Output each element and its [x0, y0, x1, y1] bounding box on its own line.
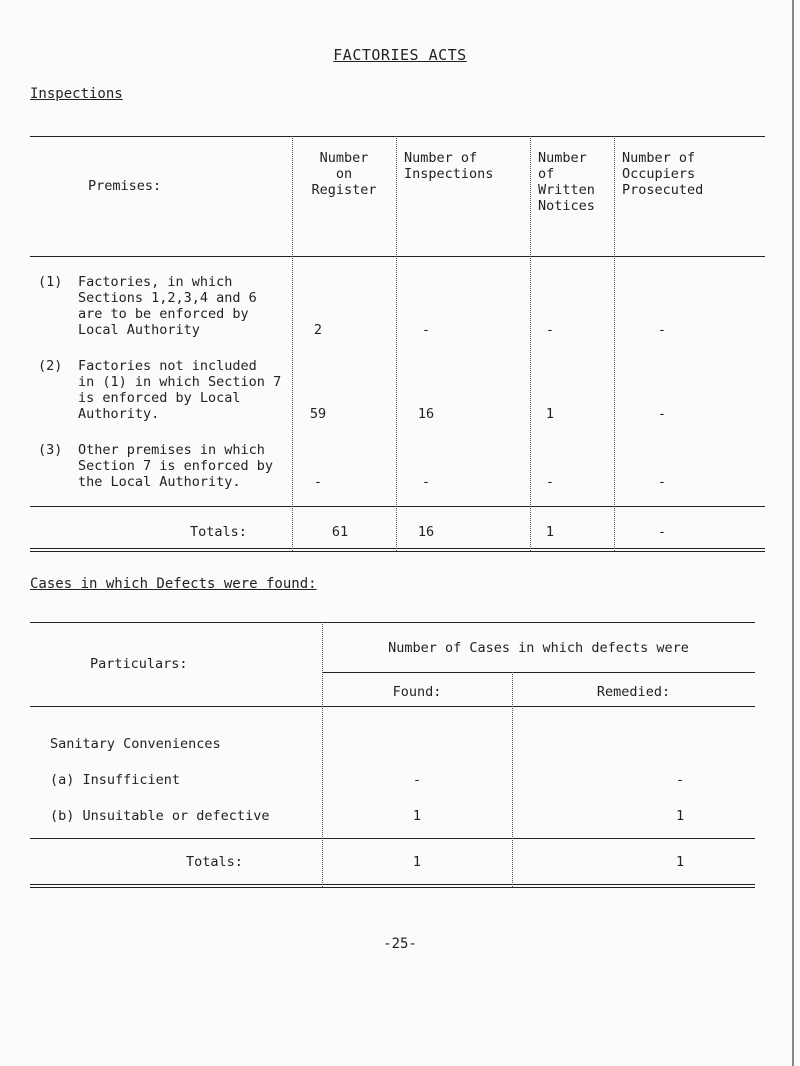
row-label	[78, 442, 273, 490]
header-notices	[538, 150, 595, 214]
row-label-line: Sections 1,2,3,4 and 6	[78, 290, 257, 306]
header-inspections-line: Number of	[404, 150, 478, 166]
totals-label: Totals:	[190, 524, 247, 540]
notices-value: -	[545, 322, 555, 338]
header-prosecuted-line: Number of	[622, 150, 696, 166]
group-label: Sanitary Conveniences	[50, 736, 221, 752]
table-rule	[30, 884, 755, 885]
header-prosecuted	[622, 150, 703, 198]
inspections-value: -	[421, 474, 431, 490]
table-rule	[322, 672, 755, 673]
row-number: (2)	[38, 358, 63, 374]
header-inspections-line: Inspections	[404, 166, 494, 182]
table-rule	[30, 838, 755, 839]
row-label-line: Factories, in which	[78, 274, 233, 290]
totals-label: Totals:	[186, 854, 243, 870]
register-value: 2	[313, 322, 323, 338]
row-label-line: Section 7 is enforced by	[78, 458, 274, 474]
found-value: 1	[412, 808, 422, 824]
defects-heading: Cases in which Defects were found:	[30, 576, 317, 592]
remedied-value: -	[676, 772, 685, 788]
header-notices-line: Written	[538, 182, 595, 198]
inspections-value: 16	[417, 406, 435, 422]
page-title: FACTORIES ACTS	[333, 46, 467, 64]
notices-value: 1	[545, 406, 555, 422]
header-premises: Premises:	[88, 178, 162, 194]
inspections-heading: Inspections	[30, 86, 123, 102]
prosecuted-value: -	[657, 406, 667, 422]
row-label-line: is enforced by Local	[78, 390, 241, 406]
column-divider	[512, 672, 513, 887]
row-label	[78, 358, 281, 422]
totals-found: 1	[412, 854, 422, 870]
header-remedied: Remedied:	[596, 684, 671, 700]
row-label: (b) Unsuitable or defective	[50, 808, 270, 824]
header-particulars: Particulars:	[90, 656, 188, 672]
inspections-value: -	[421, 322, 431, 338]
header-register-line: Register	[311, 182, 377, 198]
row-number: (3)	[38, 442, 63, 458]
row-label-line: Local Authority	[78, 322, 200, 338]
header-notices-line: Notices	[538, 198, 595, 214]
row-label-line: are to be enforced by	[78, 306, 249, 322]
prosecuted-value: -	[657, 322, 667, 338]
table-rule	[30, 506, 765, 507]
header-prosecuted-line: Prosecuted	[622, 182, 704, 198]
header-register-line: Number	[319, 150, 369, 166]
header-notices-line: of	[538, 166, 555, 182]
notices-value: -	[545, 474, 555, 490]
totals-notices: 1	[545, 524, 555, 540]
totals-register: 61	[331, 524, 349, 540]
found-value: -	[412, 772, 422, 788]
table-rule	[30, 551, 765, 552]
table-rule	[30, 887, 755, 888]
table-rule	[30, 622, 755, 623]
register-value: 59	[309, 406, 327, 422]
header-prosecuted-line: Occupiers	[622, 166, 696, 182]
row-label-line: in (1) in which Section 7	[78, 374, 282, 390]
register-value: -	[313, 474, 323, 490]
row-label-line: Authority.	[78, 406, 160, 422]
totals-inspections: 16	[417, 524, 435, 540]
prosecuted-value: -	[657, 474, 667, 490]
row-label-line: Other premises in which	[78, 442, 265, 458]
row-number: (1)	[38, 274, 63, 290]
totals-prosecuted: -	[657, 524, 667, 540]
column-divider	[322, 622, 323, 887]
header-register	[292, 150, 396, 198]
row-label: (a) Insufficient	[50, 772, 181, 788]
row-label-line: Factories not included	[78, 358, 257, 374]
header-register-line: on	[335, 166, 353, 182]
header-group: Number of Cases in which defects were	[388, 640, 689, 656]
table-rule	[30, 548, 765, 549]
table-rule	[30, 256, 765, 257]
totals-remedied: 1	[676, 854, 685, 870]
table-rule	[30, 136, 765, 137]
table-rule	[30, 706, 755, 707]
header-found: Found:	[392, 684, 442, 700]
remedied-value: 1	[676, 808, 685, 824]
header-inspections	[404, 150, 493, 182]
page-edge	[792, 0, 794, 1066]
row-label	[78, 274, 257, 338]
page-number: -25-	[383, 936, 417, 952]
header-notices-line: Number	[538, 150, 587, 166]
row-label-line: the Local Authority.	[78, 474, 241, 490]
